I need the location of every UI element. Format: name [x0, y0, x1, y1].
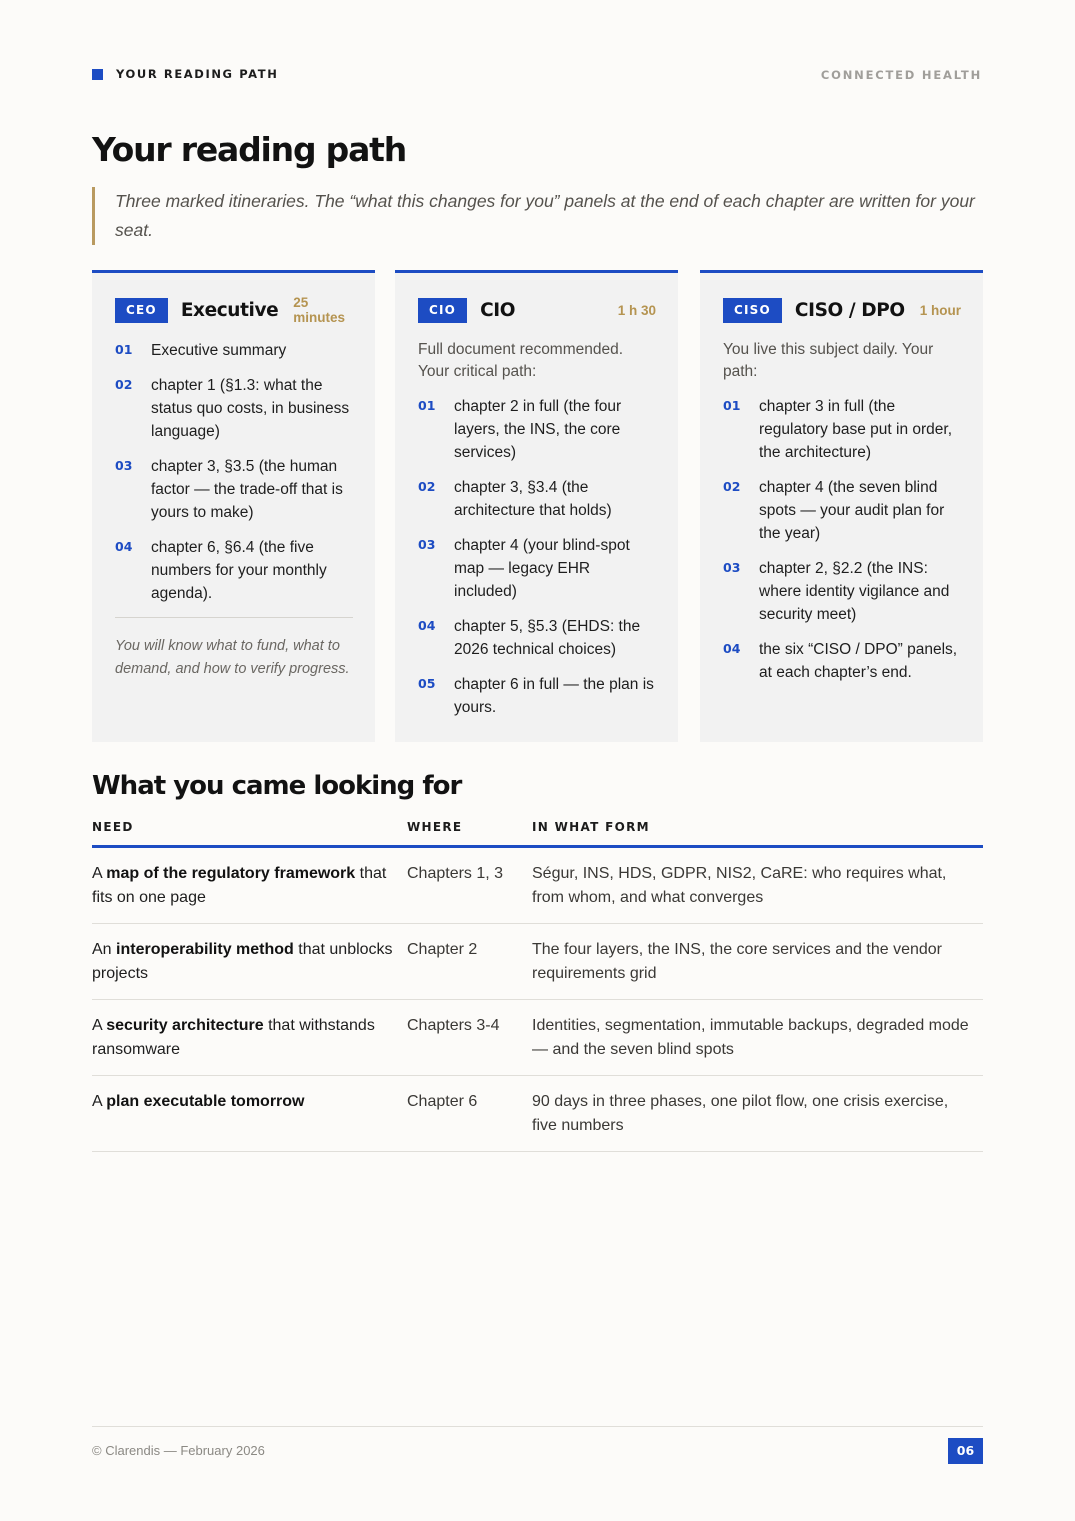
need-highlight: plan executable tomorrow	[106, 1093, 305, 1110]
item-number: 02	[723, 479, 741, 494]
role-title: Executive	[180, 299, 279, 321]
item-text: chapter 1 (§1.3: what the status quo costs, in business language)	[151, 377, 350, 440]
item-text: chapter 6 in full — the plan is yours.	[454, 676, 654, 716]
path-item	[418, 534, 656, 603]
card-ciso-dpo	[700, 270, 983, 742]
card-divider	[115, 617, 353, 618]
path-item	[115, 339, 353, 362]
item-number: 03	[723, 560, 741, 575]
role-badge: CEO	[115, 298, 168, 323]
form-cell: Ségur, INS, HDS, GDPR, NIS2, CaRE: who requires what, from whom, and what converges	[532, 865, 947, 906]
item-number: 02	[115, 377, 133, 392]
where-cell: Chapter 2	[407, 941, 478, 958]
item-text: chapter 3, §3.4 (the architecture that holds)	[454, 479, 612, 519]
item-number: 01	[418, 398, 436, 413]
path-item	[723, 395, 961, 464]
path-list	[115, 339, 353, 605]
item-number: 01	[115, 342, 133, 357]
path-item	[418, 615, 656, 661]
document-label: CONNECTED HEALTH	[820, 68, 982, 82]
item-text: chapter 4 (your blind-spot map — legacy EHR included)	[454, 537, 630, 600]
item-text: chapter 5, §5.3 (EHDS: the 2026 technical choices)	[454, 618, 641, 658]
path-item	[115, 374, 353, 443]
item-text: Executive summary	[151, 342, 287, 359]
card-header	[115, 297, 353, 323]
table-header	[92, 820, 983, 848]
item-text: chapter 2 in full (the four layers, the INS, the core services)	[454, 398, 622, 461]
column-header-where: WHERE	[407, 820, 463, 834]
column-header-need: NEED	[92, 820, 134, 834]
item-text: chapter 4 (the seven blind spots — your audit plan for the year)	[759, 479, 945, 542]
path-item	[723, 476, 961, 545]
footer-copyright: © Clarendis — February 2026	[92, 1443, 265, 1458]
need-cell: A plan executable tomorrow	[92, 1093, 305, 1110]
need-highlight: interoperability method	[116, 941, 294, 958]
intro-quote: Three marked itineraries. The “what this changes for you” panels at the end of each chapter are written for your seat.	[92, 187, 982, 245]
item-number: 02	[418, 479, 436, 494]
path-item	[418, 395, 656, 464]
form-cell: 90 days in three phases, one pilot flow, one crisis exercise, five numbers	[532, 1093, 949, 1134]
table-row	[92, 1076, 983, 1152]
role-title: CIO	[480, 299, 516, 321]
reading-time: 1 hour	[919, 302, 961, 318]
form-cell: The four layers, the INS, the core services and the vendor requirements grid	[532, 941, 942, 982]
item-number: 04	[418, 618, 436, 633]
reading-time: 1 h 30	[617, 302, 656, 318]
section-marker-square	[92, 69, 103, 80]
need-highlight: security architecture	[106, 1017, 264, 1034]
item-text: the six “CISO / DPO” panels, at each chapter’s end.	[759, 641, 958, 681]
path-list	[723, 395, 961, 684]
card-intro: You live this subject daily. Your path:	[723, 341, 934, 380]
need-cell: An interoperability method that unblocks projects	[92, 941, 393, 982]
card-cio	[395, 270, 678, 742]
item-number: 03	[418, 537, 436, 552]
reading-path-cards	[92, 270, 983, 742]
path-item	[723, 557, 961, 626]
footer-divider	[92, 1426, 983, 1427]
item-text: chapter 2, §2.2 (the INS: where identity vigilance and security meet)	[759, 560, 950, 623]
role-badge: CISO	[723, 298, 782, 323]
page-number: 06	[948, 1438, 983, 1464]
table-row	[92, 1000, 983, 1076]
item-number: 03	[115, 458, 133, 473]
running-header-section	[92, 67, 278, 81]
card-ceo	[92, 270, 375, 742]
reading-time: 25 minutes	[293, 295, 346, 325]
where-cell: Chapters 1, 3	[407, 865, 504, 882]
section-title: What you came looking for	[92, 771, 462, 801]
path-item	[418, 476, 656, 522]
page-title: Your reading path	[92, 130, 407, 169]
item-text: chapter 6, §6.4 (the five numbers for your monthly agenda).	[151, 539, 327, 602]
path-item	[115, 536, 353, 605]
section-label: YOUR READING PATH	[116, 67, 279, 81]
card-intro: Full document recommended. Your critical path:	[418, 341, 624, 380]
card-header	[723, 297, 961, 323]
item-text: chapter 3, §3.5 (the human factor — the trade-off that is yours to make)	[151, 458, 343, 521]
path-list	[418, 395, 656, 719]
item-number: 04	[115, 539, 133, 554]
role-title: CISO / DPO	[794, 299, 905, 321]
card-header	[418, 297, 656, 323]
table-row	[92, 924, 983, 1000]
need-cell: A security architecture that withstands ransomware	[92, 1017, 375, 1058]
path-item	[723, 638, 961, 684]
item-number: 01	[723, 398, 741, 413]
path-item	[418, 673, 656, 719]
path-item	[115, 455, 353, 524]
form-cell: Identities, segmentation, immutable backups, degraded mode — and the seven blind spots	[532, 1017, 969, 1058]
need-cell: A map of the regulatory framework that fits on one page	[92, 865, 387, 906]
card-note: You will know what to fund, what to demand, and how to verify progress.	[115, 638, 350, 677]
role-badge: CIO	[418, 298, 467, 323]
item-text: chapter 3 in full (the regulatory base put in order, the architecture)	[759, 398, 953, 461]
table-row	[92, 848, 983, 924]
where-cell: Chapters 3-4	[407, 1017, 500, 1034]
item-number: 04	[723, 641, 741, 656]
needs-table	[92, 820, 983, 1152]
need-highlight: map of the regulatory framework	[106, 865, 356, 882]
column-header-form: IN WHAT FORM	[532, 820, 650, 834]
item-number: 05	[418, 676, 436, 691]
where-cell: Chapter 6	[407, 1093, 478, 1110]
